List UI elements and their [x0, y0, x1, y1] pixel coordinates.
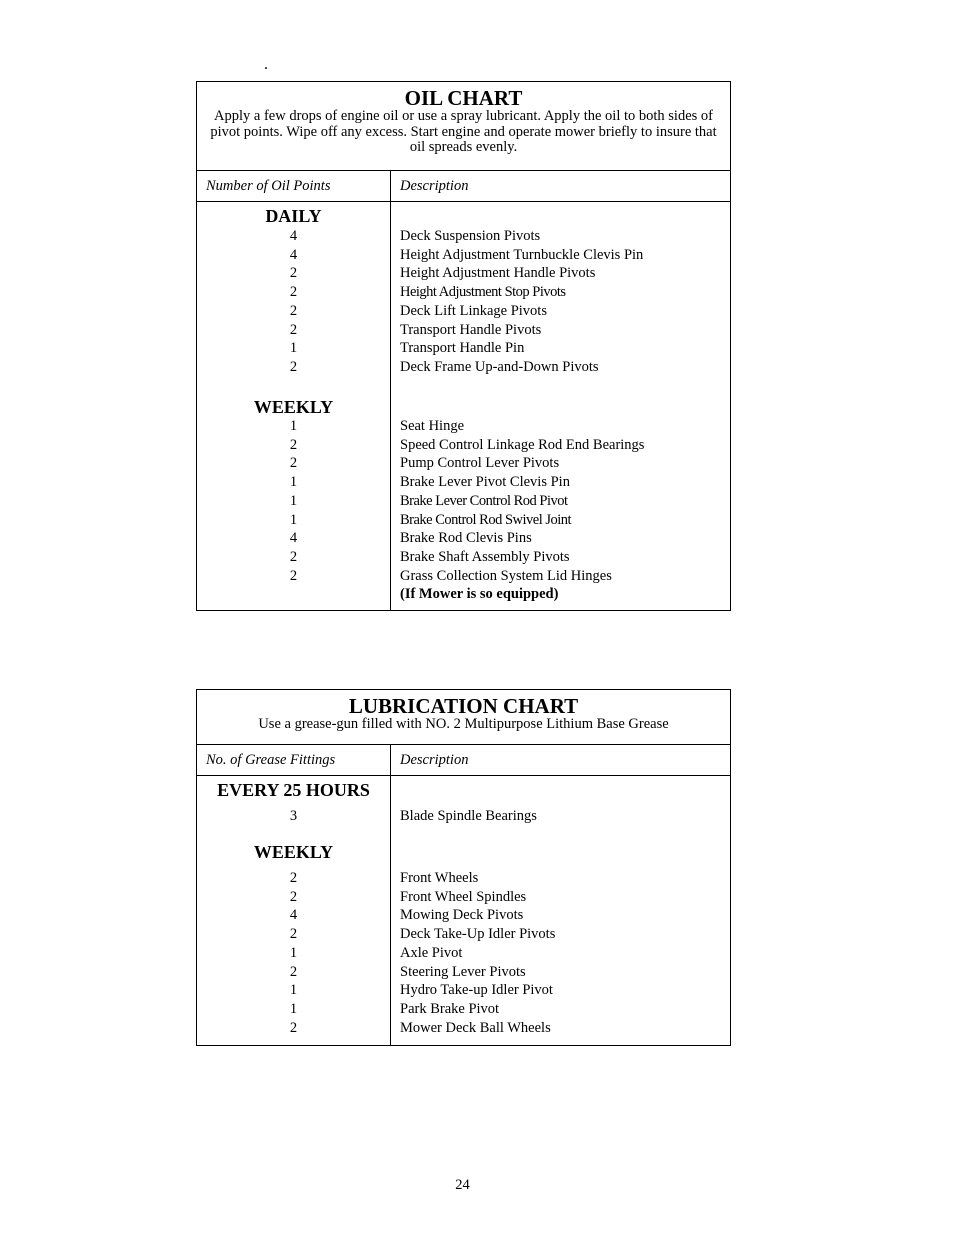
- lube-weekly-count: 2: [289, 1019, 298, 1036]
- oil-weekly-count: 4: [289, 530, 298, 547]
- oil-weekly-count: 1: [289, 418, 298, 434]
- oil-section-daily-label: DAILY: [265, 206, 322, 226]
- oil-weekly-note: (If Mower is so equipped): [400, 586, 559, 603]
- lube-col-desc-header: Description: [391, 745, 731, 776]
- lube-weekly-count: 1: [289, 982, 298, 999]
- oil-daily-count: 2: [289, 284, 298, 301]
- oil-chart-description: Apply a few drops of engine oil or use a spray lubricant. Apply the oil to both sides of pivot points. Wipe off any excess. Start engine and operate mower briefly to insure that oil spreads evenly.: [210, 108, 717, 155]
- oil-chart-title: OIL CHART: [404, 86, 523, 110]
- oil-daily-count: 2: [289, 265, 298, 282]
- oil-weekly-desc: Brake Control Rod Swivel Joint: [400, 511, 572, 528]
- oil-daily-desc: Deck Lift Linkage Pivots: [400, 302, 547, 319]
- lube-weekly-desc: Axle Pivot: [400, 944, 463, 961]
- stray-dot: .: [264, 56, 268, 73]
- oil-weekly-desc: Brake Lever Control Rod Pivot: [400, 492, 568, 509]
- oil-descriptions-cell: [391, 202, 731, 611]
- lube-weekly-count: 1: [289, 944, 298, 961]
- oil-daily-count: 4: [289, 246, 298, 263]
- oil-weekly-desc: Brake Rod Clevis Pins: [400, 530, 532, 547]
- lube-weekly-count: 2: [289, 963, 298, 980]
- oil-daily-desc: Height Adjustment Turnbuckle Clevis Pin: [400, 246, 644, 263]
- lube-25h-counts: [197, 807, 390, 826]
- oil-daily-desc: Deck Suspension Pivots: [400, 228, 541, 244]
- oil-col-desc-header: Description: [391, 171, 731, 202]
- lube-weekly-desc: Hydro Take-up Idler Pivot: [400, 982, 553, 999]
- lube-weekly-count: 2: [289, 926, 298, 943]
- oil-chart-header: [197, 82, 731, 171]
- oil-daily-count: 4: [289, 228, 298, 244]
- lube-weekly-desc: Park Brake Pivot: [400, 1000, 500, 1017]
- page-number: 24: [455, 1177, 470, 1193]
- lube-chart-description: Use a grease-gun filled with NO. 2 Multipurpose Lithium Base Grease: [258, 716, 669, 732]
- oil-daily-count: 2: [289, 302, 298, 319]
- lube-weekly-desc: Steering Lever Pivots: [400, 963, 526, 980]
- oil-counts-cell: [197, 202, 391, 611]
- oil-weekly-desc: Pump Control Lever Pivots: [400, 455, 560, 472]
- oil-daily-desc: Height Adjustment Stop Pivots: [400, 284, 566, 301]
- lube-descriptions-cell: [391, 776, 731, 1046]
- oil-col-count-header: Number of Oil Points: [197, 171, 391, 202]
- oil-weekly-desc: Seat Hinge: [400, 418, 465, 434]
- oil-daily-count: 1: [289, 340, 298, 357]
- oil-weekly-descriptions: [400, 417, 730, 604]
- lube-section-weekly-label: WEEKLY: [253, 842, 334, 862]
- lube-weekly-descriptions: [400, 869, 730, 1037]
- lube-col-count-header: No. of Grease Fittings: [197, 745, 391, 776]
- oil-weekly-desc: Brake Shaft Assembly Pivots: [400, 548, 570, 565]
- oil-weekly-count: 1: [289, 474, 298, 491]
- lube-weekly-counts: [197, 869, 390, 1037]
- oil-weekly-counts: [197, 417, 390, 585]
- oil-daily-desc: Transport Handle Pivots: [400, 321, 542, 338]
- oil-weekly-desc: Grass Collection System Lid Hinges: [400, 567, 612, 584]
- oil-weekly-count: 1: [289, 511, 298, 528]
- lube-section-25h-label: EVERY 25 HOURS: [217, 780, 370, 800]
- oil-daily-count: 2: [289, 321, 298, 338]
- oil-daily-descriptions: [400, 227, 730, 377]
- oil-daily-desc: Transport Handle Pin: [400, 340, 525, 357]
- lube-weekly-count: 2: [289, 888, 298, 905]
- lube-25h-desc: Blade Spindle Bearings: [400, 808, 537, 824]
- lube-chart-table: [196, 689, 731, 1046]
- lube-25h-count: 3: [289, 808, 298, 824]
- lube-weekly-desc: Mowing Deck Pivots: [400, 907, 524, 924]
- lube-weekly-desc: Front Wheels: [400, 870, 479, 886]
- lube-weekly-desc: Deck Take-Up Idler Pivots: [400, 926, 556, 943]
- lube-weekly-count: 1: [289, 1000, 298, 1017]
- oil-weekly-count: 1: [289, 492, 298, 509]
- lube-counts-cell: [197, 776, 391, 1046]
- oil-daily-count: 2: [289, 358, 298, 375]
- lube-chart-title: LUBRICATION CHART: [348, 694, 579, 718]
- lube-25h-descriptions: [400, 807, 730, 826]
- lube-weekly-count: 2: [289, 870, 298, 886]
- oil-weekly-count: 2: [289, 455, 298, 472]
- oil-weekly-desc: Brake Lever Pivot Clevis Pin: [400, 474, 570, 491]
- lube-weekly-count: 4: [289, 907, 298, 924]
- lube-chart-header: [197, 690, 731, 745]
- lube-weekly-desc: Mower Deck Ball Wheels: [400, 1019, 551, 1036]
- lube-weekly-desc: Front Wheel Spindles: [400, 888, 527, 905]
- oil-section-weekly-label: WEEKLY: [253, 397, 334, 417]
- oil-weekly-count: 2: [289, 548, 298, 565]
- oil-daily-desc: Deck Frame Up-and-Down Pivots: [400, 358, 599, 375]
- oil-daily-desc: Height Adjustment Handle Pivots: [400, 265, 596, 282]
- oil-weekly-count: 2: [289, 436, 298, 453]
- oil-weekly-count: 2: [289, 567, 298, 584]
- oil-chart-table: [196, 81, 731, 611]
- oil-weekly-desc: Speed Control Linkage Rod End Bearings: [400, 436, 645, 453]
- oil-daily-counts: [197, 227, 390, 377]
